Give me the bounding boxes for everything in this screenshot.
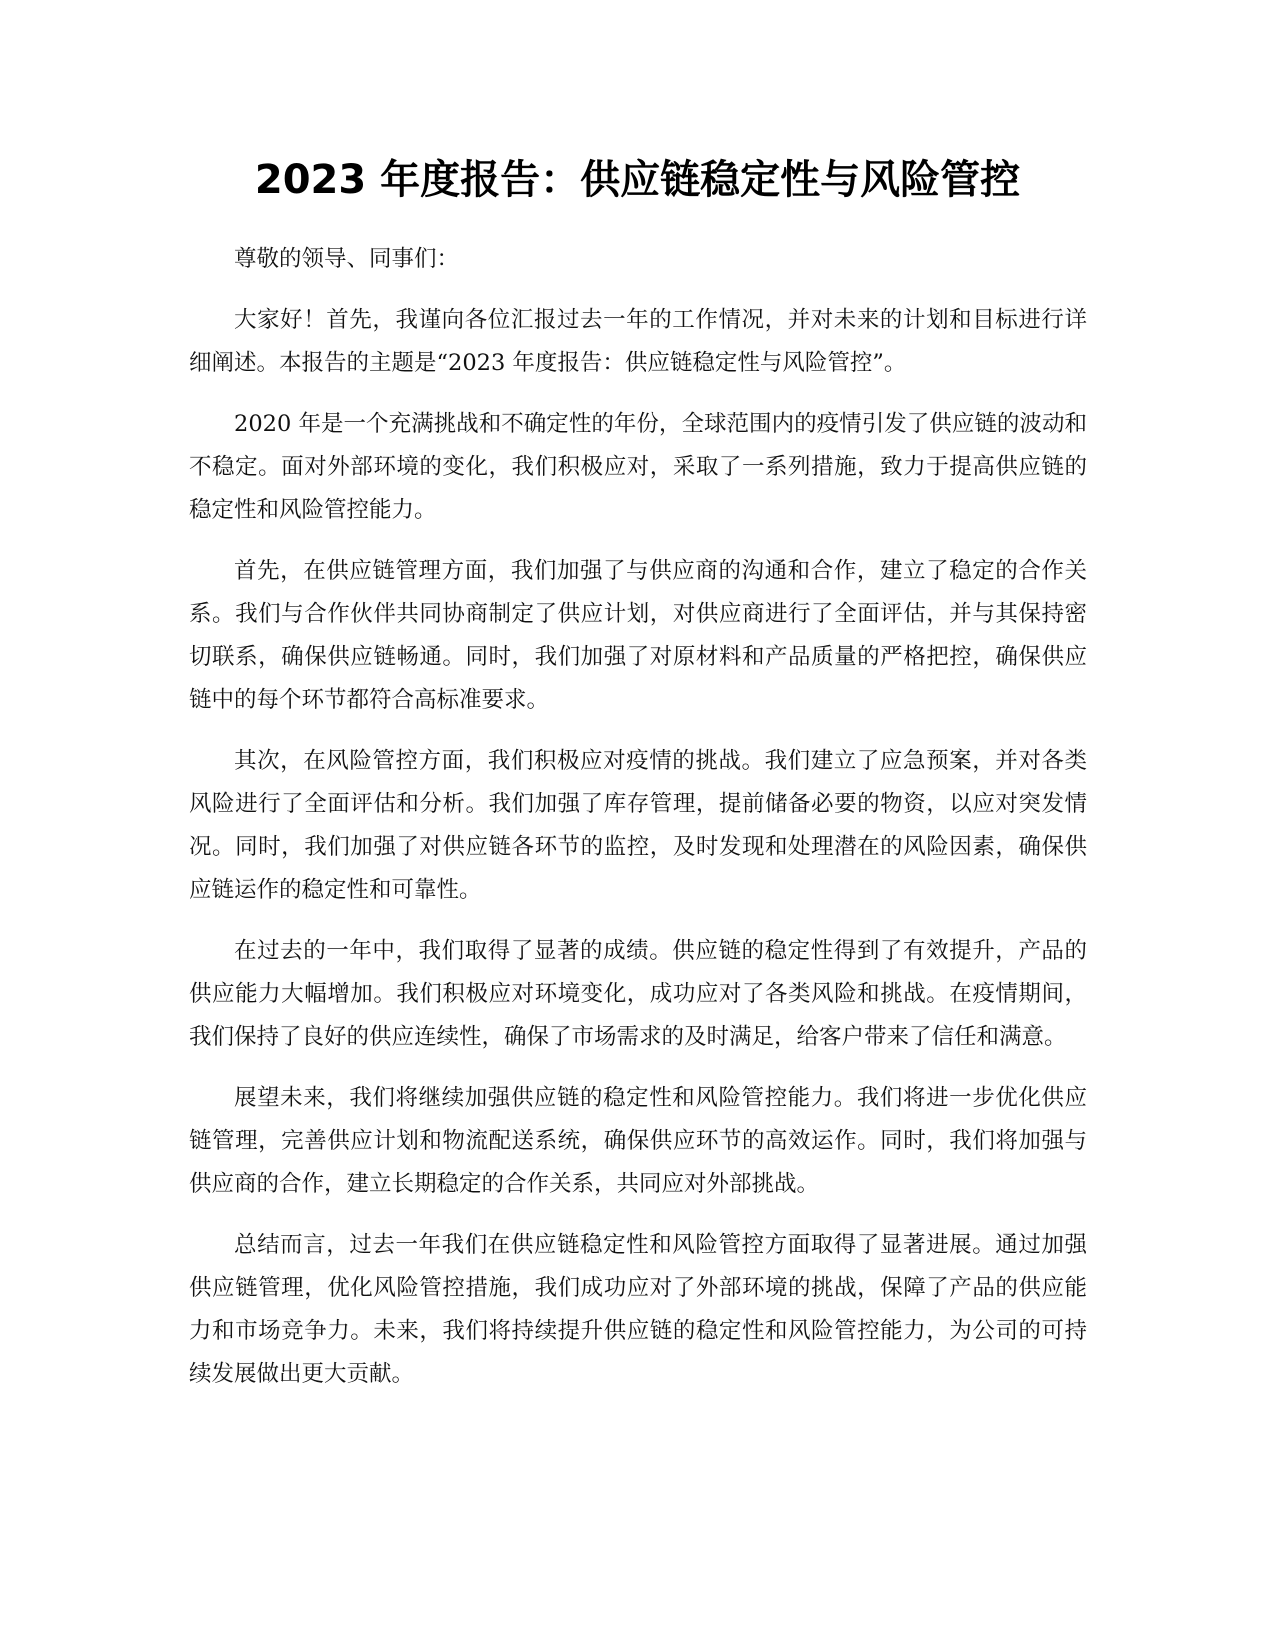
document-body: [189, 238, 1087, 1414]
paragraph-summary: 总结而言，过去一年我们在供应链稳定性和风险管控方面取得了显著进展。通过加强供应链管理，优化风险管控措施，我们成功应对了外部环境的挑战，保障了产品的供应能力和市场竞争力。未来，我们将持续提升供应链的稳定性和风险管控能力，为公司的可持续发展做出更大贡献。: [189, 1232, 1087, 1387]
paragraph-achievements: 在过去的一年中，我们取得了显著的成绩。供应链的稳定性得到了有效提升，产品的供应能力大幅增加。我们积极应对环境变化，成功应对了各类风险和挑战。在疫情期间，我们保持了良好的供应连续性，确保了市场需求的及时满足，给客户带来了信任和满意。: [189, 938, 1087, 1050]
greeting: 尊敬的领导、同事们：: [234, 246, 460, 272]
paragraph-intro: 大家好！首先，我谨向各位汇报过去一年的工作情况，并对未来的计划和目标进行详细阐述。本报告的主题是“2023 年度报告：供应链稳定性与风险管控”。: [189, 307, 1087, 376]
document-title: 2023 年度报告：供应链稳定性与风险管控: [254, 157, 1021, 203]
paragraph-risk-control: 其次，在风险管控方面，我们积极应对疫情的挑战。我们建立了应急预案，并对各类风险进行了全面评估和分析。我们加强了库存管理，提前储备必要的物资，以应对突发情况。同时，我们加强了对供应链各环节的监控，及时发现和处理潜在的风险因素，确保供应链运作的稳定性和可靠性。: [189, 748, 1087, 903]
paragraph-supply-chain-management: 首先，在供应链管理方面，我们加强了与供应商的沟通和合作，建立了稳定的合作关系。我们与合作伙伴共同协商制定了供应计划，对供应商进行了全面评估，并与其保持密切联系，确保供应链畅通。同时，我们加强了对原材料和产品质量的严格把控，确保供应链中的每个环节都符合高标准要求。: [189, 558, 1087, 713]
paragraph-2020-background: 2020 年是一个充满挑战和不确定性的年份，全球范围内的疫情引发了供应链的波动和不稳定。面对外部环境的变化，我们积极应对，采取了一系列措施，致力于提高供应链的稳定性和风险管控能力。: [189, 411, 1087, 523]
paragraph-outlook: 展望未来，我们将继续加强供应链的稳定性和风险管控能力。我们将进一步优化供应链管理，完善供应计划和物流配送系统，确保供应环节的高效运作。同时，我们将加强与供应商的合作，建立长期稳定的合作关系，共同应对外部挑战。: [189, 1085, 1087, 1197]
